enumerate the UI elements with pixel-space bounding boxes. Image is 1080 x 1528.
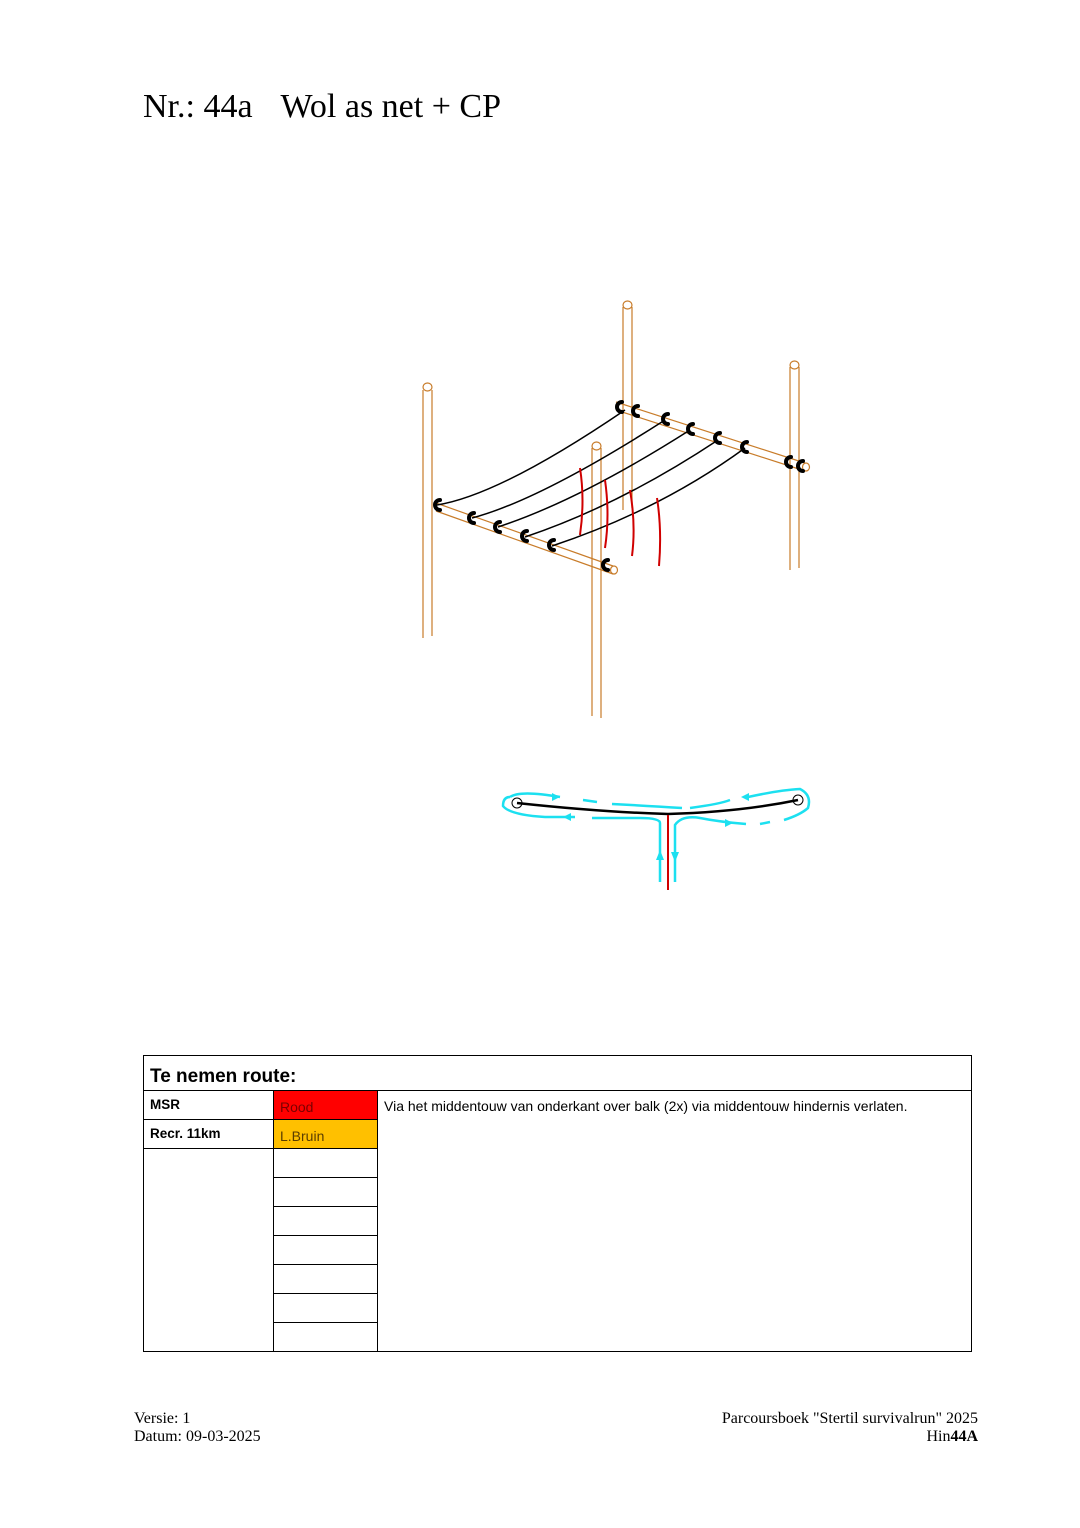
route-color-lbruin: L.Bruin [274, 1120, 378, 1149]
empty-color-cell [274, 1323, 378, 1352]
empty-color-cell [274, 1236, 378, 1265]
route-label-msr: MSR [144, 1091, 274, 1120]
empty-color-cell [274, 1149, 378, 1178]
table-row [144, 1091, 972, 1120]
route-label-recr: Recr. 11km [144, 1120, 274, 1149]
version-text: Versie: 1 [134, 1410, 191, 1427]
date-text: Datum: 09-03-2025 [134, 1428, 261, 1445]
obstacle-name: Wol as net + CP [280, 88, 501, 125]
empty-label-cell [144, 1149, 274, 1352]
footer-left [134, 1410, 261, 1446]
route-description: Via het middentouw van onderkant over balk (2x) via middentouw hindernis verlaten. [378, 1091, 972, 1352]
empty-color-cell [274, 1207, 378, 1236]
obstacle-id [722, 1428, 978, 1446]
empty-color-cell [274, 1265, 378, 1294]
obstacle-prefix: Hin [926, 1428, 951, 1445]
route-arrows [503, 789, 809, 882]
obstacle-code: 44A [950, 1428, 978, 1445]
obstacle-number: Nr.: 44a [143, 88, 253, 125]
route-table-title: Te nemen route: [144, 1056, 972, 1091]
empty-color-cell [274, 1178, 378, 1207]
empty-color-cell [274, 1294, 378, 1323]
route-beam [512, 795, 803, 890]
route-color-rood: Rood [274, 1091, 378, 1120]
footer-right [722, 1410, 978, 1446]
route-table [143, 1055, 972, 1352]
book-title: Parcoursboek "Stertil survivalrun" 2025 [721, 1410, 978, 1427]
